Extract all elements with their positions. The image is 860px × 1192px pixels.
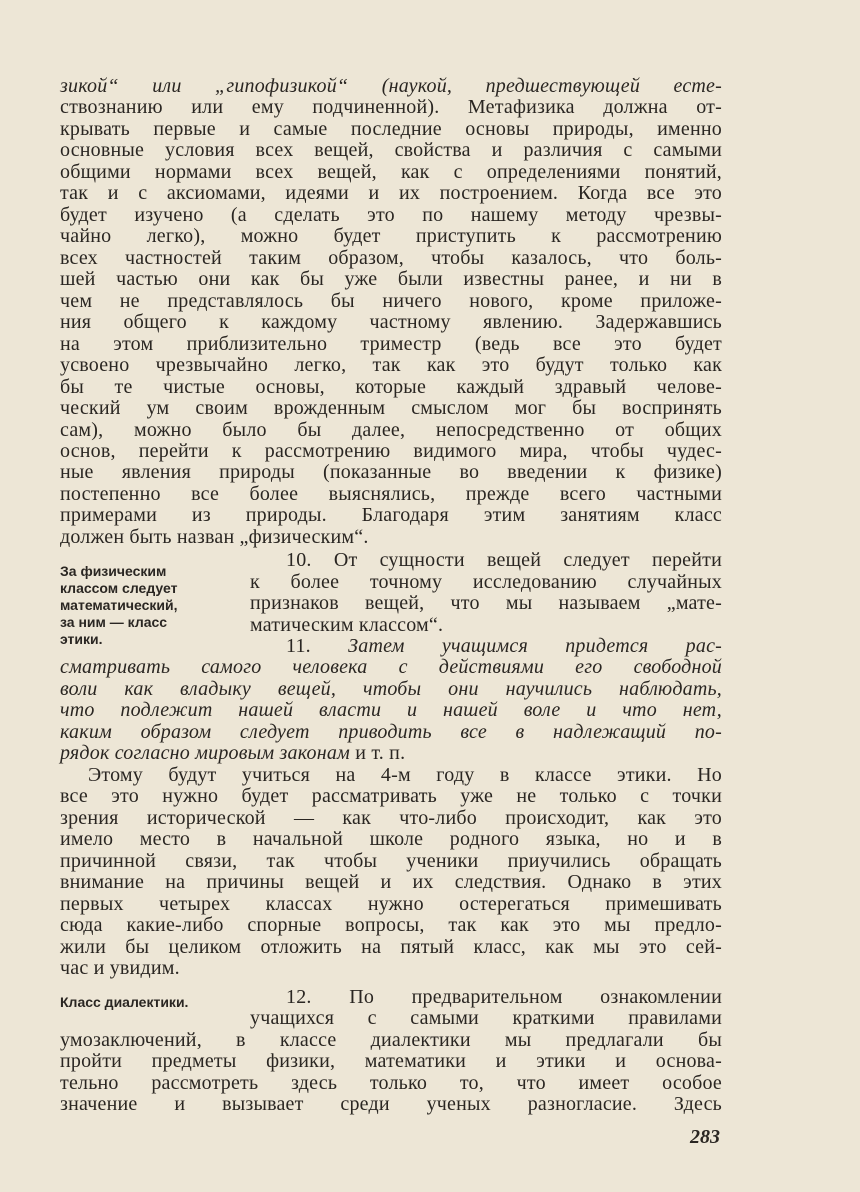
margin-note-dialectics: Класс диалектики. bbox=[60, 993, 189, 1010]
text-line: примерами из природы. Благодаря этим занятиям класс bbox=[60, 504, 722, 527]
paragraph-12-line: учащихся с самыми краткими правилами bbox=[250, 1007, 722, 1030]
text-line: постепенно все более выяснялись, прежде всего частными bbox=[60, 482, 722, 505]
text-line: час и увидим. bbox=[60, 957, 180, 980]
text-line: жили бы целиком отложить на пятый класс, как мы это сей- bbox=[60, 935, 722, 958]
text-line: общими нормами всех вещей, как с определениями понятий, bbox=[60, 160, 722, 183]
text-line: причинной связи, так чтобы ученики приучились обращать bbox=[60, 849, 722, 872]
text-line: ные явления природы (показанные во введении к физике) bbox=[60, 461, 722, 484]
text-line: будет изучено (а сделать это по нашему методу чрезвы- bbox=[60, 203, 722, 226]
text-line: зрения исторической — как что-либо происходит, как это bbox=[60, 806, 722, 829]
paragraph-number: 11. bbox=[286, 634, 311, 657]
text-line: усвоено чрезвычайно легко, так как это будут только как bbox=[60, 354, 722, 377]
text-line: основ, перейти к рассмотрению видимого мира, чтобы чудес- bbox=[60, 439, 722, 462]
paragraph-text: Затем учащимся придется рас- bbox=[348, 634, 723, 657]
paragraph-11-line: сматривать самого человека с действиями его свободной bbox=[60, 656, 722, 679]
text-line: шей частью они как бы уже были известны ранее, и ни в bbox=[60, 268, 722, 291]
plain-fragment: и т. п. bbox=[350, 742, 406, 765]
paragraph-12-line: 12. По предварительном ознакомлении bbox=[286, 985, 722, 1008]
text-line: ния общего к каждому частному явлению. Задержавшись bbox=[60, 311, 722, 334]
paragraph-12-line: пройти предметы физики, математики и этики и основа- bbox=[60, 1050, 722, 1073]
paragraph-11-line: что подлежит нашей власти и нашей воле и что нет, bbox=[60, 699, 722, 722]
paragraph-11-head bbox=[286, 636, 722, 657]
italic-fragment: рядок согласно мировым законам bbox=[60, 742, 351, 765]
paragraph-12-line: значение и вызывает среди ученых разногласие. Здесь bbox=[60, 1093, 722, 1115]
text-line: сюда какие-либо спорные вопросы, так как это мы предло- bbox=[60, 914, 722, 937]
paragraph-10-line: 10. От сущности вещей следует перейти bbox=[286, 549, 722, 572]
paragraph-11-line bbox=[60, 743, 722, 764]
text-line: внимание на причины вещей и их следствия. Однако в этих bbox=[60, 871, 722, 894]
paragraph-10-line: к более точному исследованию случайных bbox=[250, 570, 722, 593]
text-line: зикой“ или „гипофизикой“ (наукой, предшествующей есте- bbox=[60, 75, 722, 97]
text-line: сам), можно было бы далее, непосредственно от общих bbox=[60, 418, 722, 441]
text-line: так и с аксиомами, идеями и их построением. Когда все это bbox=[60, 182, 722, 205]
text-line: все это нужно будет рассматривать уже не только с точки bbox=[60, 785, 722, 808]
text-line: Этому будут учиться на 4-м году в классе этики. Но bbox=[88, 763, 722, 786]
margin-note-line: классом следует bbox=[60, 579, 178, 596]
page-number: 283 bbox=[690, 1126, 720, 1148]
paragraph-11-line: каким образом следует приводить все в надлежащий по- bbox=[60, 720, 722, 743]
text-line: основные условия всех вещей, свойства и различия с самыми bbox=[60, 139, 722, 162]
margin-note-line: математический, bbox=[60, 596, 178, 613]
text-line: всех частностей таким образом, чтобы казалось, что боль- bbox=[60, 246, 722, 269]
margin-note-line: этики. bbox=[60, 630, 103, 647]
paragraph-10-line: признаков вещей, что мы называем „мате- bbox=[250, 592, 722, 615]
text-line: первых четырех классах нужно остерегаться примешивать bbox=[60, 892, 722, 915]
text-line: на этом приблизительно триместр (ведь все это будет bbox=[60, 332, 722, 355]
margin-note-physics bbox=[60, 563, 177, 648]
margin-note-line: За физическим bbox=[60, 562, 167, 579]
text-line: бы те чистые основы, которые каждый здравый челове- bbox=[60, 375, 722, 398]
paragraph-12-line: тельно рассмотреть здесь только то, что имеет особое bbox=[60, 1071, 722, 1094]
text-line: чем не представлялось бы ничего нового, кроме приложе- bbox=[60, 289, 722, 312]
paragraph-12-line: умозаключений, в классе диалектики мы предлагали бы bbox=[60, 1028, 722, 1051]
text-line: имело место в начальной школе родного языка, но и в bbox=[60, 828, 722, 851]
text-line: ческий ум своим врожденным смыслом мог бы воспринять bbox=[60, 397, 722, 420]
text-line: чайно легко), можно будет приступить к рассмотрению bbox=[60, 225, 722, 248]
text-line: должен быть назван „физическим“. bbox=[60, 525, 369, 548]
text-line: ствознанию или ему подчиненной). Метафизика должна от- bbox=[60, 96, 722, 119]
text-line: крывать первые и самые последние основы природы, именно bbox=[60, 117, 722, 140]
paragraph-10-line: матическим классом“. bbox=[250, 613, 444, 636]
paragraph-11-line: воли как владыку вещей, чтобы они научились наблюдать, bbox=[60, 677, 722, 700]
margin-note-line: за ним — класс bbox=[60, 613, 168, 630]
